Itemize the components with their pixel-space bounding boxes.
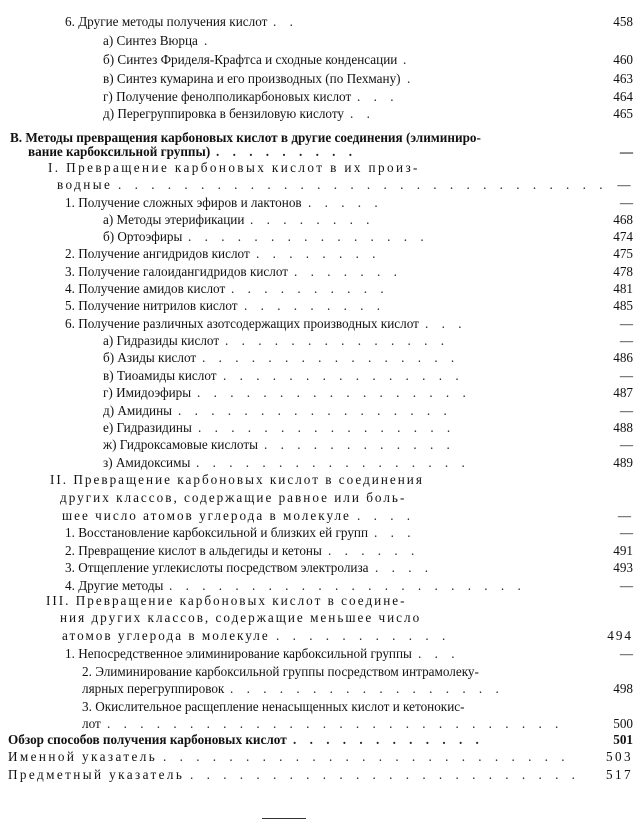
- toc-entry: [0, 71, 644, 87]
- toc-entry: [0, 767, 644, 783]
- toc-entry: [0, 144, 644, 160]
- toc-entry: [0, 177, 644, 193]
- toc-leader-dots: .: [204, 33, 213, 48]
- toc-entry: [0, 420, 644, 436]
- toc-entry: [0, 593, 644, 609]
- toc-entry-title: 2. Превращение кислот в альдегиды и кетоны: [65, 543, 322, 558]
- toc-leader-dots: . . . . . . . . . . . . . . .: [188, 229, 429, 244]
- toc-leader-dots: . . . . . . . . . . . . . . . . .: [197, 385, 471, 400]
- toc-entry-title: атомов углерода в молекуле: [62, 628, 270, 643]
- toc-page-number: 460: [613, 52, 633, 67]
- toc-leader-dots: . . . . . . . . . . . . . . . .: [202, 350, 460, 365]
- toc-page-number: —: [619, 195, 633, 210]
- toc-page-number: 488: [613, 420, 633, 435]
- toc-entry: [0, 749, 644, 765]
- toc-entry-title: других классов, содержащие равное или боль-: [60, 490, 407, 505]
- toc-page-number: 501: [613, 732, 633, 747]
- toc-entry-title: Обзор способов получения карбоновых кислот: [8, 732, 287, 747]
- toc-entry: [0, 212, 644, 228]
- toc-entry: [0, 195, 644, 211]
- toc-entry: [0, 350, 644, 366]
- toc-entry: [0, 52, 644, 68]
- toc-page-number: 498: [613, 681, 633, 696]
- toc-entry-title: Предметный указатель: [8, 767, 185, 782]
- toc-entry-title: лот: [82, 716, 101, 731]
- toc-page-number: 485: [613, 298, 633, 313]
- toc-entry-title: 3. Окислительное расщепление ненасыщенных кислот и кетонокис-: [82, 699, 465, 714]
- toc-leader-dots: . . . . . . . . . . . .: [293, 732, 484, 747]
- toc-leader-dots: . . . . . . . . . .: [231, 281, 389, 296]
- toc-entry-title: ж) Гидроксамовые кислоты: [103, 437, 258, 452]
- toc-page-number: 478: [613, 264, 633, 279]
- toc-entry-title: шее число атомов углерода в молекуле: [62, 508, 351, 523]
- toc-entry-title: 3. Получение галоидангидридов кислот: [65, 264, 289, 279]
- toc-entry-title: 4. Другие методы: [65, 578, 164, 593]
- toc-entry: [0, 333, 644, 349]
- toc-page-number: 487: [613, 385, 633, 400]
- toc-entry-title: ния других классов, содержащие меньшее число: [60, 610, 422, 625]
- toc-leader-dots: . . . . . . . . . . . . . . . . .: [230, 681, 504, 696]
- toc-entry-title: в) Тиоамиды кислот: [103, 368, 217, 383]
- toc-page-number: 494: [607, 628, 633, 643]
- toc-page-number: —: [619, 525, 633, 540]
- toc-entry-title: 1. Получение сложных эфиров и лактонов: [65, 195, 302, 210]
- toc-leader-dots: . . . . . . .: [294, 264, 402, 279]
- toc-page-number: —: [619, 368, 633, 383]
- toc-entry: [0, 628, 644, 644]
- toc-entry-title: вание карбоксильной группы): [28, 144, 211, 159]
- toc-leader-dots: .: [407, 71, 416, 86]
- toc-page-number: 464: [613, 89, 633, 104]
- toc-entry: [0, 403, 644, 419]
- toc-leader-dots: . . . .: [357, 508, 416, 523]
- toc-entry: [0, 14, 644, 30]
- toc-entry-title: II. Превращение карбоновых кислот в соединения: [50, 472, 424, 487]
- toc-entry-title: 1. Непосредственное элиминирование карбоксильной группы: [65, 646, 412, 661]
- toc-leader-dots: . . . . . . . . . . . . . . . . . . . . . . . . . . . .: [107, 716, 564, 731]
- toc-leader-dots: . .: [273, 14, 298, 29]
- toc-page-number: 493: [613, 560, 633, 575]
- toc-page-number: 474: [613, 229, 633, 244]
- toc-entry: [0, 664, 644, 680]
- toc-entry-title: а) Методы этерификации: [103, 212, 245, 227]
- toc-entry: [0, 508, 644, 524]
- footer-rule: [262, 818, 306, 819]
- toc-entry-title: б) Синтез Фриделя-Крафтса и сходные конденсации: [103, 52, 398, 67]
- toc-entry: [0, 455, 644, 471]
- toc-page-number: 481: [613, 281, 633, 296]
- toc-entry: [0, 716, 644, 732]
- toc-entry: [0, 560, 644, 576]
- toc-leader-dots: . . . . . . . . . . . . . . . . . . . . . . . . . . . . . .: [118, 177, 608, 192]
- toc-leader-dots: . . . . . . . . . . . . . . . . . . . . . . . . .: [163, 749, 570, 764]
- toc-page-number: 463: [613, 71, 633, 86]
- toc-entry-title: 5. Получение нитрилов кислот: [65, 298, 238, 313]
- toc-entry: [0, 33, 644, 49]
- toc-entry: [0, 646, 644, 662]
- toc-entry: [0, 610, 644, 626]
- toc-entry-title: е) Гидразидины: [103, 420, 192, 435]
- toc-page-number: 500: [613, 716, 633, 731]
- toc-page-number: 489: [613, 455, 633, 470]
- toc-entry: [0, 681, 644, 697]
- toc-entry-title: а) Синтез Вюрца: [103, 33, 198, 48]
- toc-entry: [0, 106, 644, 122]
- toc-leader-dots: . . . . . . . . . . . . . . . .: [198, 420, 456, 435]
- toc-entry-title: В. Методы превращения карбоновых кислот в другие соединения (элиминиро-: [10, 130, 481, 145]
- toc-entry: [0, 732, 644, 748]
- toc-entry-title: 1. Восстановление карбоксильной и близких ей групп: [65, 525, 369, 540]
- toc-leader-dots: . . . . . . . . . . . . . . .: [223, 368, 464, 383]
- toc-page-number: —: [619, 578, 633, 593]
- toc-leader-dots: . . . . . . . .: [250, 212, 375, 227]
- toc-leader-dots: . . . . . . . .: [256, 246, 381, 261]
- toc-entry-title: 4. Получение амидов кислот: [65, 281, 226, 296]
- toc-leader-dots: . . . . . . . . . . . .: [264, 437, 455, 452]
- toc-leader-dots: .: [403, 52, 412, 67]
- toc-page-number: 458: [613, 14, 633, 29]
- toc-entry-title: в) Синтез кумарина и его производных (по Пехману): [103, 71, 401, 86]
- toc-entry: [0, 472, 644, 488]
- toc-entry-title: Именной указатель: [8, 749, 158, 764]
- toc-leader-dots: . . .: [357, 89, 399, 104]
- toc-page-number: 475: [613, 246, 633, 261]
- toc-entry: [0, 525, 644, 541]
- toc-entry-title: III. Превращение карбоновых кислот в соедине-: [46, 593, 407, 608]
- toc-page-number: —: [619, 646, 633, 661]
- toc-page-number: —: [619, 403, 633, 418]
- toc-entry: [0, 385, 644, 401]
- toc-page-number: —: [619, 316, 633, 331]
- toc-entry-title: 2. Элиминирование карбоксильной группы посредством интрамолеку-: [82, 664, 479, 679]
- toc-entry: [0, 699, 644, 715]
- toc-entry: [0, 298, 644, 314]
- toc-entry-title: водные: [57, 177, 113, 192]
- toc-leader-dots: . . . . . . . . . . .: [276, 628, 451, 643]
- toc-leader-dots: . . . . .: [308, 195, 383, 210]
- toc-entry: [0, 490, 644, 506]
- toc-entry: [0, 578, 644, 594]
- toc-leader-dots: . . .: [418, 646, 460, 661]
- toc-page-number: —: [617, 508, 633, 523]
- toc-entry-title: 2. Получение ангидридов кислот: [65, 246, 250, 261]
- toc-entry: [0, 316, 644, 332]
- toc-page-number: 465: [613, 106, 633, 121]
- toc-leader-dots: . . . . . . . . . . . . . . . . . . . . . .: [169, 578, 526, 593]
- toc-leader-dots: . . . . . . . . . . . . . . . . . . . . . . . .: [190, 767, 580, 782]
- toc-entry-title: 6. Получение различных азотсодержащих производных кислот: [65, 316, 419, 331]
- toc-page-number: —: [619, 144, 633, 159]
- toc-page-number: 468: [613, 212, 633, 227]
- toc-leader-dots: . . .: [425, 316, 467, 331]
- toc-page-number: —: [617, 177, 633, 192]
- toc-entry: [0, 229, 644, 245]
- toc-leader-dots: . . . .: [375, 560, 434, 575]
- toc-entry: [0, 543, 644, 559]
- toc-entry-title: б) Азиды кислот: [103, 350, 197, 365]
- toc-page-number: 503: [606, 749, 633, 764]
- toc-leader-dots: . . . . . . . . .: [244, 298, 386, 313]
- toc-entry: [0, 160, 644, 176]
- toc-leader-dots: . . . . . . . . .: [216, 144, 358, 159]
- toc-leader-dots: . . . . . .: [328, 543, 420, 558]
- toc-entry-title: г) Имидоэфиры: [103, 385, 192, 400]
- toc-entry: [0, 89, 644, 105]
- toc-entry-title: з) Амидоксимы: [103, 455, 191, 470]
- toc-entry-title: д) Амидины: [103, 403, 173, 418]
- toc-entry: [0, 246, 644, 262]
- toc-page-number: —: [619, 333, 633, 348]
- toc-entry-title: г) Получение фенолполикарбоновых кислот: [103, 89, 352, 104]
- toc-entry-title: 6. Другие методы получения кислот: [65, 14, 268, 29]
- toc-leader-dots: . . . . . . . . . . . . . .: [225, 333, 450, 348]
- toc-leader-dots: . . .: [374, 525, 416, 540]
- toc-entry-title: I. Превращение карбоновых кислот в их произ-: [48, 160, 420, 175]
- toc-entry-title: 3. Отщепление углекислоты посредством электролиза: [65, 560, 369, 575]
- toc-entry: [0, 437, 644, 453]
- toc-entry-title: а) Гидразиды кислот: [103, 333, 220, 348]
- toc-leader-dots: . . . . . . . . . . . . . . . . .: [178, 403, 452, 418]
- toc-entry-title: д) Перегруппировка в бензиловую кислоту: [103, 106, 345, 121]
- toc-entry: [0, 368, 644, 384]
- toc-leader-dots: . .: [350, 106, 375, 121]
- toc-page-number: 486: [613, 350, 633, 365]
- toc-page-number: 491: [613, 543, 633, 558]
- toc-entry: [0, 281, 644, 297]
- toc-page-number: 517: [606, 767, 633, 782]
- toc-page-number: —: [619, 437, 633, 452]
- toc-entry: [0, 264, 644, 280]
- toc-leader-dots: . . . . . . . . . . . . . . . . .: [196, 455, 470, 470]
- toc-entry-title: б) Ортоэфиры: [103, 229, 183, 244]
- toc-entry-title: лярных перегруппировок: [82, 681, 225, 696]
